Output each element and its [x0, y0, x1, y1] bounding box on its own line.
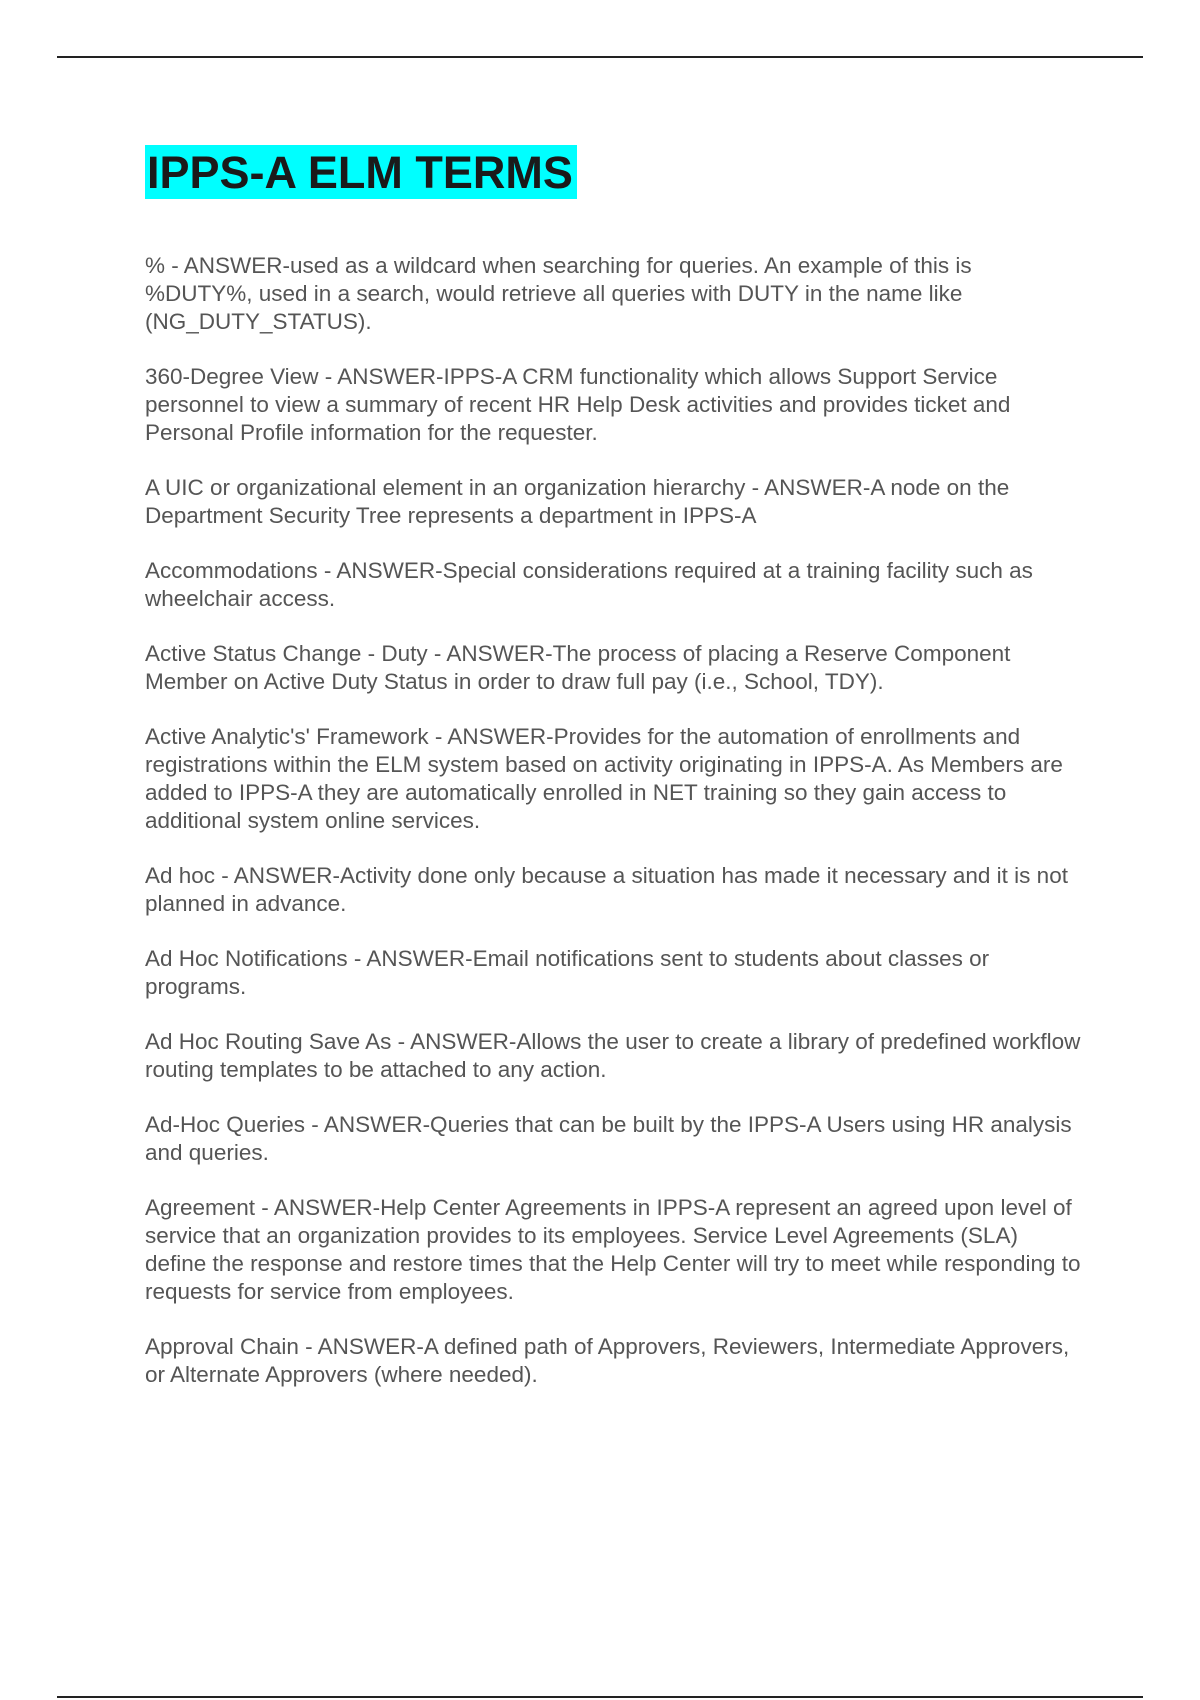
term-entry: Active Analytic's' Framework - ANSWER-Provides for the automation of enrollments and registrations within the ELM system based on activity originating in IPPS-A. As Members are added to IPPS-A they are automatically enrolled in NET training so they gain access to additional system online services.: [145, 724, 1063, 833]
term-entry: Accommodations - ANSWER-Special considerations required at a training facility such as wheelchair access.: [145, 558, 1033, 611]
term-entry: Ad hoc - ANSWER-Activity done only because a situation has made it necessary and it is not planned in advance.: [145, 863, 1068, 916]
term-entry: A UIC or organizational element in an organization hierarchy - ANSWER-A node on the Department Security Tree represents a department in IPPS-A: [145, 475, 1010, 528]
term-entry: % - ANSWER-used as a wildcard when searching for queries. An example of this is %DUTY%, used in a search, would retrieve all queries with DUTY in the name like (NG_DUTY_STATUS).: [145, 253, 972, 334]
term-entry: Ad Hoc Routing Save As - ANSWER-Allows the user to create a library of predefined workflow routing templates to be attached to any action.: [145, 1029, 1081, 1082]
bottom-rule: [57, 1696, 1143, 1698]
document-title: IPPS-A ELM TERMS: [145, 145, 577, 199]
top-rule: [57, 56, 1143, 58]
term-entry: Agreement - ANSWER-Help Center Agreements in IPPS-A represent an agreed upon level of service that an organization provides to its employees. Service Level Agreements (SLA) define the response and restore times that the Help Center will try to meet while responding to requests for service from employees.: [145, 1195, 1081, 1304]
term-entry: Active Status Change - Duty - ANSWER-The process of placing a Reserve Component Member on Active Duty Status in order to draw full pay (i.e., School, TDY).: [145, 641, 1011, 694]
term-list: [145, 252, 1085, 1389]
term-entry: Ad Hoc Notifications - ANSWER-Email notifications sent to students about classes or programs.: [145, 946, 990, 999]
document-body: [145, 145, 1085, 1416]
term-entry: 360-Degree View - ANSWER-IPPS-A CRM functionality which allows Support Service personnel to view a summary of recent HR Help Desk activities and provides ticket and Personal Profile information for the requester.: [145, 364, 1011, 445]
term-entry: Approval Chain - ANSWER-A defined path of Approvers, Reviewers, Intermediate Approvers, or Alternate Approvers (where needed).: [145, 1334, 1070, 1387]
term-entry: Ad-Hoc Queries - ANSWER-Queries that can be built by the IPPS-A Users using HR analysis and queries.: [145, 1112, 1072, 1165]
